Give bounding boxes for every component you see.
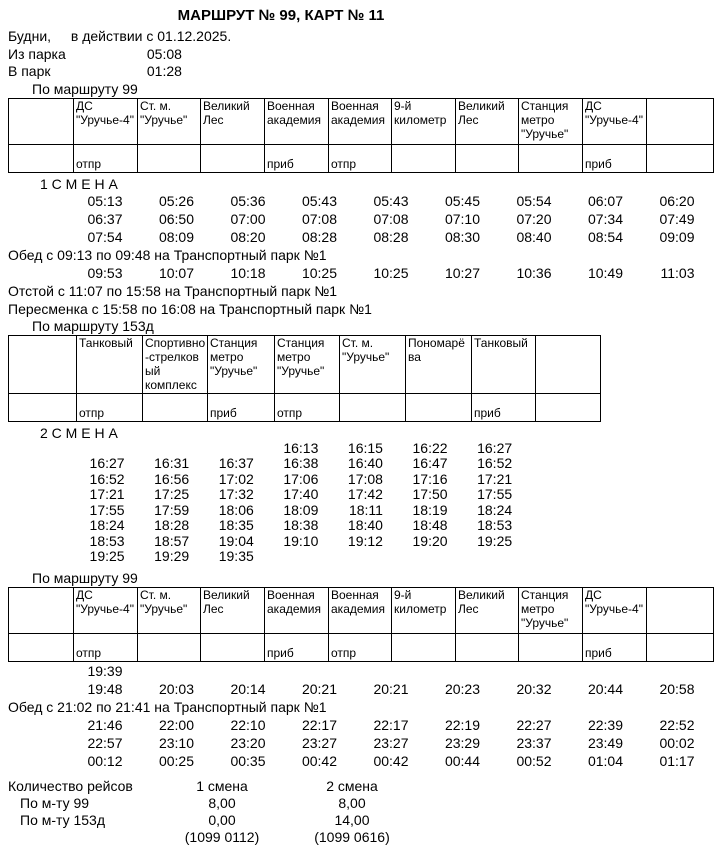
time-cell: 17:50 (412, 486, 448, 502)
time-cell: 18:28 (154, 517, 190, 533)
time-cell (254, 549, 319, 565)
mark-cell: приб (472, 393, 536, 421)
time-cell: 16:52 (89, 470, 125, 487)
stops-header-row (9, 335, 601, 393)
mark-cell (519, 144, 583, 172)
mark-cell (201, 144, 265, 172)
stop-header-cell (647, 98, 714, 144)
time-row (51, 662, 725, 680)
stop-header-cell (9, 98, 74, 144)
mark-cell (519, 633, 583, 661)
time-cell: 00:25 (158, 752, 194, 769)
time-cell: 17:40 (283, 486, 319, 502)
time-cell: 16:13 (283, 439, 319, 456)
time-cell: 16:47 (412, 455, 448, 471)
mark-cell: отпр (275, 393, 340, 421)
time-cell: 17:25 (154, 486, 190, 502)
time-cell: 00:42 (301, 752, 337, 769)
time-cell: 18:35 (218, 517, 254, 533)
time-cell: 19:29 (154, 548, 190, 564)
mark-cell (340, 393, 406, 421)
time-cell: 17:32 (218, 486, 254, 502)
mark-cell: отпр (329, 633, 392, 661)
validity-line (8, 28, 725, 46)
mark-cell: приб (265, 144, 329, 172)
to-park-label: В парк (8, 63, 51, 79)
summary-row (0, 812, 725, 829)
time-cell: 23:27 (301, 734, 337, 751)
time-cell: 17:42 (347, 486, 383, 502)
mark-cell (406, 393, 472, 421)
time-cell (337, 662, 409, 680)
time-cell (60, 441, 125, 457)
stop-header-cell: Военная академия (329, 587, 392, 633)
time-cell: 16:56 (154, 470, 190, 487)
time-cell: 18:06 (218, 501, 254, 518)
time-cell: 23:29 (444, 734, 480, 751)
time-row (60, 441, 725, 457)
mark-cell: приб (583, 633, 647, 661)
time-cell: 20:21 (373, 680, 409, 697)
time-cell: 18:40 (347, 517, 383, 533)
time-cell: 00:42 (373, 752, 409, 769)
time-cell: 18:57 (154, 532, 190, 549)
stop-header-cell: ДС "Уручье-4" (583, 587, 647, 633)
shift1-label: 1 С М Е Н А (40, 175, 118, 192)
time-cell (125, 441, 190, 457)
time-cell: 07:08 (301, 210, 337, 227)
time-cell: 16:38 (283, 455, 319, 471)
stop-header-cell: ДС "Уручье-4" (74, 98, 138, 144)
summary-header-row (0, 778, 725, 795)
time-cell: 00:12 (87, 752, 123, 769)
marks-row (9, 144, 714, 172)
time-row (60, 518, 725, 534)
time-cell: 17:55 (477, 486, 513, 502)
stop-header-cell: Великий Лес (456, 98, 519, 144)
time-cell: 22:39 (587, 716, 623, 733)
summary-row-label: По м-ту 153д (20, 811, 106, 828)
time-cell: 17:21 (89, 486, 125, 502)
stops-header-row (9, 98, 714, 144)
summary-title: Количество рейсов (8, 777, 133, 794)
time-row (51, 264, 725, 282)
time-cell: 16:15 (347, 439, 383, 456)
time-cell: 17:02 (218, 470, 254, 487)
mark-cell (9, 393, 77, 421)
mark-cell (536, 393, 601, 421)
marks-row (9, 393, 601, 421)
time-cell: 17:55 (89, 501, 125, 518)
time-cell: 19:10 (283, 532, 319, 549)
time-cell: 16:37 (218, 455, 254, 471)
route-99-stops-table-2 (8, 587, 714, 662)
time-cell: 19:12 (347, 532, 383, 549)
time-cell: 16:40 (347, 455, 383, 471)
mark-cell: приб (208, 393, 275, 421)
from-park-time: 05:08 (146, 45, 182, 62)
time-cell: 10:36 (516, 264, 552, 281)
valid-from: в действии с 01.12.2025. (70, 28, 232, 44)
time-row (51, 228, 725, 246)
stop-header-cell: 9-й километр (392, 98, 456, 144)
time-cell: 07:54 (87, 228, 123, 245)
time-cell: 23:49 (587, 734, 623, 751)
stop-header-cell: Военная академия (265, 587, 329, 633)
time-cell: 20:23 (444, 680, 480, 697)
time-cell: 05:26 (158, 192, 194, 209)
shift2-label: 2 С М Е Н А (40, 424, 118, 441)
mark-cell (138, 633, 201, 661)
time-cell: 22:52 (659, 716, 695, 733)
time-cell: 20:58 (659, 680, 695, 697)
mark-cell (392, 633, 456, 661)
time-cell: 22:19 (444, 716, 480, 733)
time-cell: 20:21 (301, 680, 337, 697)
route-153-stops-table (8, 335, 601, 422)
from-park-line (8, 46, 725, 64)
time-cell: 05:13 (87, 192, 123, 209)
time-cell: 00:02 (659, 734, 695, 751)
stop-header-cell: Военная академия (329, 98, 392, 144)
time-cell: 16:52 (477, 455, 513, 471)
time-cell: 18:53 (89, 532, 125, 549)
time-cell: 23:20 (230, 734, 266, 751)
time-cell: 08:28 (373, 228, 409, 245)
time-cell: 18:09 (283, 501, 319, 518)
time-cell: 23:10 (158, 734, 194, 751)
time-cell: 01:17 (659, 752, 695, 769)
summary-value: (1099 0112) (184, 828, 260, 845)
time-cell: 19:35 (218, 548, 254, 564)
mark-cell (456, 633, 519, 661)
time-cell: 10:18 (230, 264, 266, 281)
time-cell (194, 662, 266, 680)
stop-header-cell: Станция метро "Уручье" (519, 587, 583, 633)
lunch2-note: Обед с 21:02 по 21:41 на Транспортный парк №1 (8, 698, 327, 715)
time-cell: 11:03 (660, 264, 695, 281)
day-type: Будни, (8, 28, 52, 44)
time-cell: 08:54 (587, 228, 623, 245)
time-cell: 06:07 (587, 192, 623, 209)
time-cell: 17:08 (347, 470, 383, 487)
time-cell: 16:27 (89, 455, 125, 471)
stop-header-cell (536, 335, 601, 393)
time-cell: 07:49 (659, 210, 695, 227)
time-row (60, 472, 725, 488)
time-cell (552, 662, 624, 680)
time-cell: 23:27 (373, 734, 409, 751)
shift1-times-b (0, 264, 725, 282)
time-cell (409, 662, 481, 680)
summary-value: 14,00 (334, 811, 370, 828)
route-99-stops-table (8, 98, 714, 173)
summary-row (0, 829, 725, 846)
page-title: МАРШРУТ № 99, КАРТ № 11 (177, 7, 385, 24)
time-cell: 08:30 (444, 228, 480, 245)
summary-value: 0,00 (208, 811, 236, 828)
stop-header-cell: Танковый (77, 335, 143, 393)
time-cell: 17:21 (477, 470, 513, 487)
time-cell: 22:10 (230, 716, 266, 733)
trip-count-summary (0, 778, 725, 846)
mark-cell (647, 144, 714, 172)
time-row (51, 752, 725, 770)
summary-value: 8,00 (208, 794, 236, 811)
time-cell: 19:25 (89, 548, 125, 564)
mark-cell: отпр (74, 144, 138, 172)
summary-row-label: По м-ту 99 (20, 794, 90, 811)
time-row (60, 549, 725, 565)
time-cell: 06:37 (87, 210, 123, 227)
time-row (60, 456, 725, 472)
stop-header-cell: Станция метро "Уручье" (208, 335, 275, 393)
evening-times-a (0, 662, 725, 698)
stop-header-cell: Танковый (472, 335, 536, 393)
route-99-label-2: По маршруту 99 (32, 569, 138, 586)
mark-cell (392, 144, 456, 172)
stop-header-cell: Ст. м. "Уручье" (138, 587, 201, 633)
shift1-times-a (0, 192, 725, 246)
mark-cell (143, 393, 208, 421)
mark-cell (456, 144, 519, 172)
time-cell (123, 662, 195, 680)
time-cell: 17:59 (154, 501, 190, 518)
time-cell: 08:28 (301, 228, 337, 245)
time-cell: 18:48 (412, 517, 448, 533)
stop-header-cell: Ст. м. "Уручье" (340, 335, 406, 393)
time-cell: 18:24 (477, 501, 513, 518)
time-cell: 10:49 (587, 264, 623, 281)
mark-cell (647, 633, 714, 661)
mark-cell (201, 633, 265, 661)
time-row (51, 716, 725, 734)
time-row (60, 503, 725, 519)
time-cell (189, 441, 254, 457)
time-cell (448, 549, 513, 565)
time-cell: 00:52 (516, 752, 552, 769)
time-cell: 10:25 (373, 264, 409, 281)
mark-cell: отпр (74, 633, 138, 661)
time-cell: 18:11 (348, 501, 383, 518)
time-cell: 20:44 (587, 680, 623, 697)
time-cell: 10:27 (444, 264, 480, 281)
time-cell: 16:31 (154, 455, 190, 471)
time-cell (623, 662, 695, 680)
mark-cell (9, 633, 74, 661)
mark-cell (9, 144, 74, 172)
time-cell (266, 662, 338, 680)
time-cell: 09:09 (659, 228, 695, 245)
time-cell: 23:37 (516, 734, 552, 751)
time-cell: 20:32 (516, 680, 552, 697)
stop-header-cell: Военная академия (265, 98, 329, 144)
summary-row (0, 795, 725, 812)
time-cell: 05:36 (230, 192, 266, 209)
time-cell: 22:17 (301, 716, 337, 733)
time-cell: 22:00 (158, 716, 194, 733)
stop-header-cell (9, 335, 77, 393)
time-row (51, 734, 725, 752)
marks-row (9, 633, 714, 661)
changeover-note: Пересменка с 15:58 по 16:08 на Транспортный парк №1 (8, 300, 372, 317)
stop-header-cell: Великий Лес (201, 587, 265, 633)
stop-header-cell: Спортивно-стрелковый комплекс (143, 335, 208, 393)
time-cell: 07:20 (516, 210, 552, 227)
time-cell: 19:39 (87, 662, 123, 679)
time-cell: 05:45 (444, 192, 480, 209)
time-cell: 08:20 (230, 228, 266, 245)
time-cell: 05:43 (301, 192, 337, 209)
summary-value: (1099 0616) (314, 828, 390, 845)
summary-row-label (0, 829, 162, 846)
time-cell: 09:53 (87, 264, 123, 281)
time-cell: 16:22 (412, 439, 448, 456)
time-cell: 19:20 (412, 532, 448, 549)
time-cell: 16:27 (477, 439, 513, 456)
to-park-line (8, 63, 725, 81)
time-cell: 18:53 (477, 517, 513, 533)
mark-cell: приб (265, 633, 329, 661)
time-cell: 06:50 (158, 210, 194, 227)
time-row (51, 210, 725, 228)
stop-header-cell (647, 587, 714, 633)
mark-cell: отпр (77, 393, 143, 421)
stop-header-cell: Великий Лес (201, 98, 265, 144)
time-cell: 18:24 (89, 517, 125, 533)
time-cell: 22:57 (87, 734, 123, 751)
time-cell: 18:38 (283, 517, 319, 533)
time-cell: 10:07 (158, 264, 194, 281)
from-park-label: Из парка (8, 45, 66, 62)
lunch1-note: Обед с 09:13 по 09:48 на Транспортный парк №1 (8, 246, 327, 263)
time-row (51, 680, 725, 698)
time-cell: 10:25 (301, 264, 337, 281)
time-cell: 01:04 (587, 752, 623, 769)
time-cell: 22:27 (516, 716, 552, 733)
time-cell: 17:06 (283, 470, 319, 487)
idle-note: Отстой с 11:07 по 15:58 на Транспортный парк №1 (8, 282, 338, 299)
time-cell: 06:20 (659, 192, 695, 209)
time-cell: 22:17 (373, 716, 409, 733)
time-cell: 19:25 (477, 532, 513, 549)
stop-header-cell: ДС "Уручье-4" (74, 587, 138, 633)
time-cell: 19:48 (87, 680, 123, 697)
time-cell: 07:00 (230, 210, 266, 227)
time-cell: 20:03 (158, 680, 194, 697)
route-99-label: По маршруту 99 (32, 80, 138, 97)
time-cell: 20:14 (230, 680, 266, 697)
route-153-label: По маршруту 153д (32, 317, 154, 334)
time-cell: 08:40 (516, 228, 552, 245)
stop-header-cell: ДС "Уручье-4" (583, 98, 647, 144)
stop-header-cell: Ст. м. "Уручье" (138, 98, 201, 144)
stop-header-cell: Великий Лес (456, 587, 519, 633)
stops-header-row (9, 587, 714, 633)
time-cell: 18:19 (412, 501, 448, 518)
time-cell: 21:46 (87, 716, 123, 733)
stop-header-cell: Пономарёва (406, 335, 472, 393)
time-cell (318, 549, 383, 565)
time-cell: 05:54 (516, 192, 552, 209)
time-cell: 07:34 (587, 210, 623, 227)
summary-col2-header: 2 смена (326, 777, 378, 794)
stop-header-cell (9, 587, 74, 633)
time-row (60, 487, 725, 503)
time-cell: 05:43 (373, 192, 409, 209)
to-park-time: 01:28 (146, 63, 182, 79)
time-cell: 19:04 (218, 532, 254, 549)
header-info (8, 28, 725, 81)
time-cell: 07:10 (444, 210, 480, 227)
stop-header-cell: Станция метро "Уручье" (519, 98, 583, 144)
stop-header-cell: Станция метро "Уручье" (275, 335, 340, 393)
time-cell: 17:16 (412, 470, 448, 487)
mark-cell: отпр (329, 144, 392, 172)
time-cell (480, 662, 552, 680)
shift2-times (0, 441, 725, 565)
evening-times-b (0, 716, 725, 770)
time-cell: 00:35 (230, 752, 266, 769)
time-row (51, 192, 725, 210)
time-cell: 07:08 (373, 210, 409, 227)
mark-cell: приб (583, 144, 647, 172)
time-row (60, 534, 725, 550)
time-cell (383, 549, 448, 565)
mark-cell (138, 144, 201, 172)
time-cell: 00:44 (444, 752, 480, 769)
summary-value: 8,00 (338, 794, 366, 811)
stop-header-cell: 9-й километр (392, 587, 456, 633)
summary-col1-header: 1 смена (196, 777, 248, 794)
time-cell: 08:09 (158, 228, 194, 245)
